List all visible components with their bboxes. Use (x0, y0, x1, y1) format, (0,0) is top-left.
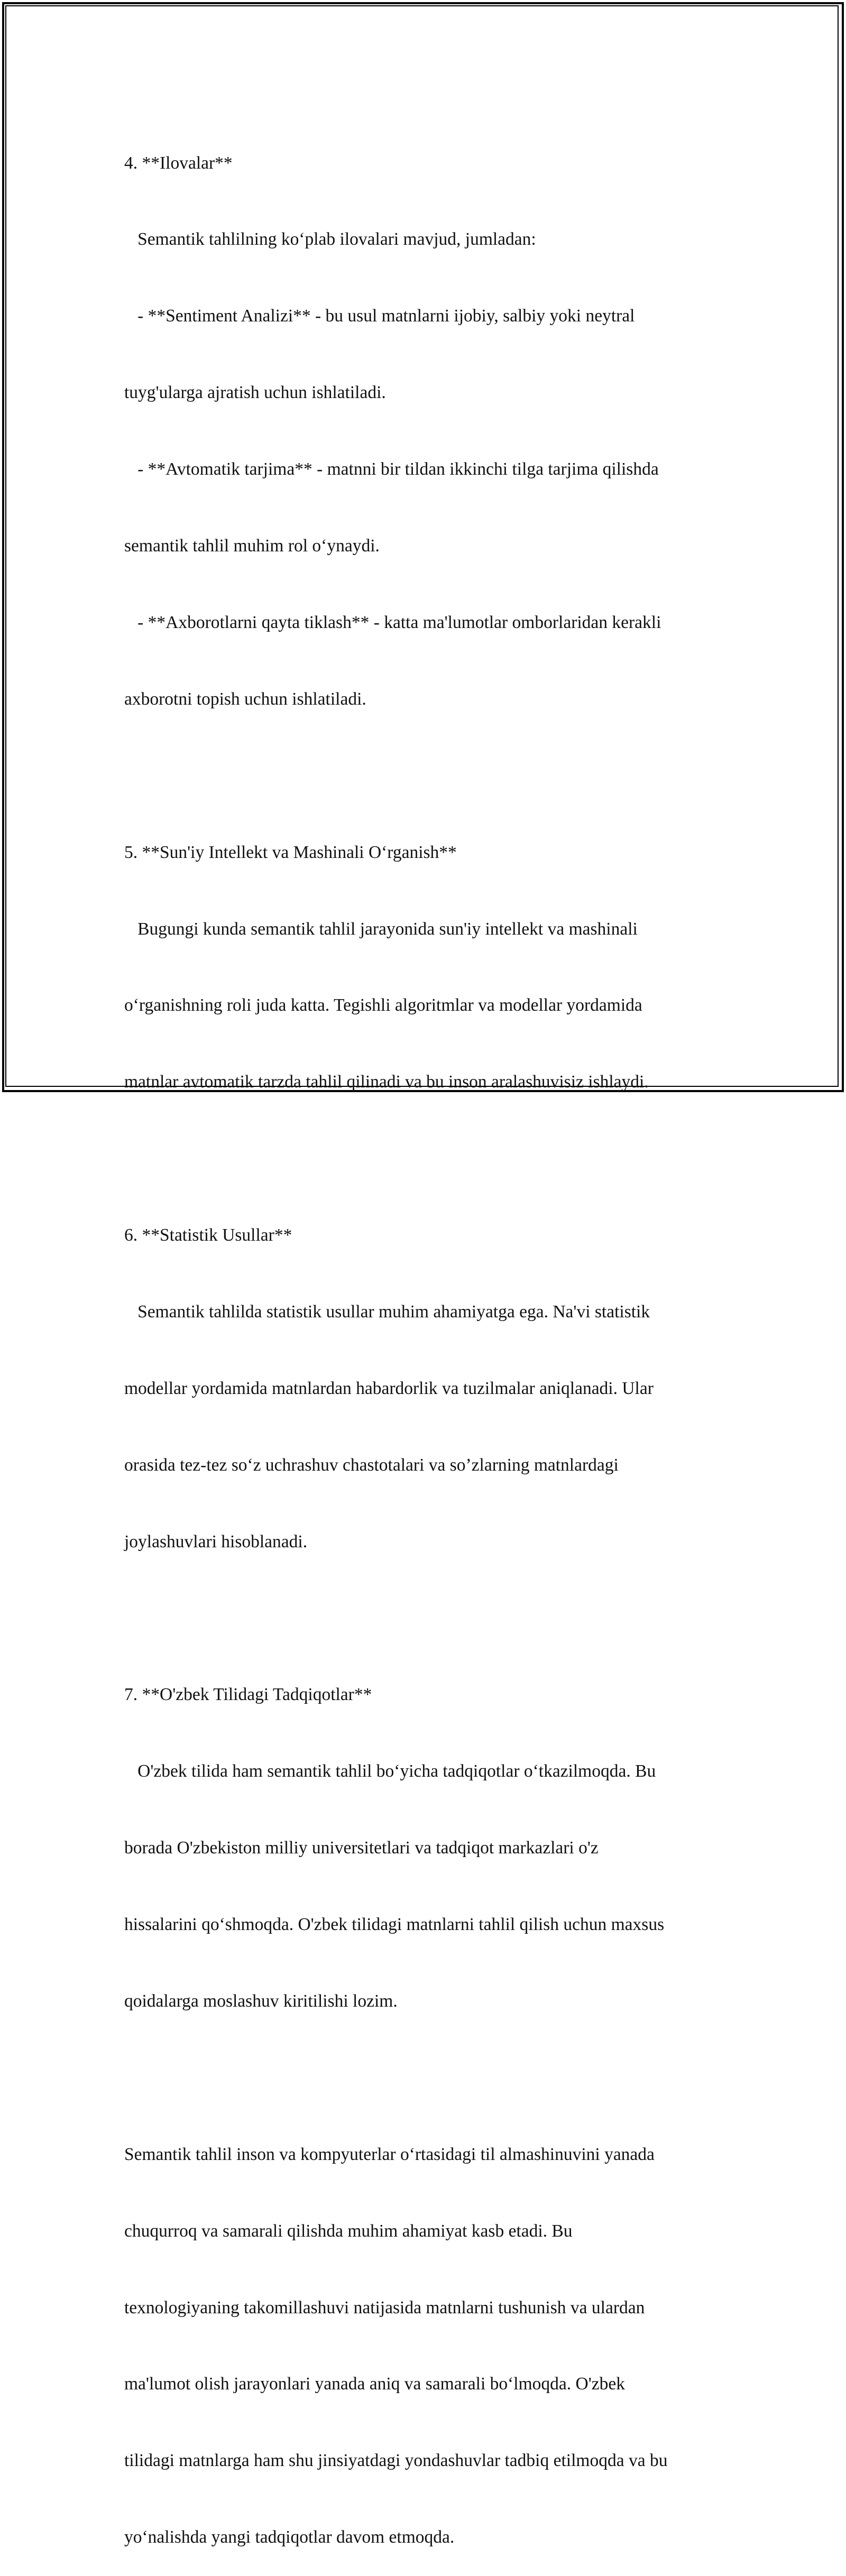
paragraph-spacer (124, 2065, 740, 2091)
section-4-item-3-cont: axborotni topish uchun ishlatiladi. (124, 689, 366, 709)
section-7-heading: 7. **O'zbek Tilidagi Tadqiqotlar** (124, 1685, 372, 1705)
section-4-heading: 4. **Ilovalar** (124, 153, 233, 173)
section-7-text: borada O'zbekiston milliy universitetlari va tadqiqot markazlari o'z (124, 1838, 599, 1858)
conclusion-text: texnologiyaning takomillashuvi natijasida matnlarni tushunish va ulardan (124, 2297, 645, 2318)
section-5-text: matnlar avtomatik tarzda tahlil qilinadi va bu inson aralashuvisiz ishlaydi. (124, 1072, 649, 1092)
section-5-text: Bugungi kunda semantik tahlil jarayonida sun'iy intellekt va mashinali (124, 919, 638, 939)
section-6-text: orasida tez-tez so‘z uchrashuv chastotalari va so’zlarning matnlardagi (124, 1455, 619, 1475)
conclusion-text: Semantik tahlil inson va kompyuterlar o‘rtasidagi til almashinuvini yanada (124, 2144, 655, 2164)
section-7-text: hissalarini qo‘shmoqda. O'zbek tilidagi matnlarni tahlil qilish uchun maxsus (124, 1915, 665, 1935)
section-6-heading: 6. **Statistik Usullar** (124, 1225, 292, 1245)
section-4-intro: Semantik tahlilning ko‘plab ilovalari mavjud, jumladan: (124, 229, 536, 250)
section-6-text: Semantik tahlilda statistik usullar muhim ahamiyatga ega. Na'vi statistik (124, 1301, 650, 1322)
section-4-item-1-cont: tuyg'ularga ajratish uchun ishlatiladi. (124, 383, 386, 403)
section-5-heading: 5. **Sun'iy Intellekt va Mashinali O‘rganish** (124, 842, 457, 862)
conclusion-text: tilidagi matnlarga ham shu jinsiyatdagi yondashuvlar tadbiq etilmoqda va bu (124, 2451, 668, 2471)
section-6-text: modellar yordamida matnlardan habardorlik va tuzilmalar aniqlanadi. Ular (124, 1378, 654, 1398)
paragraph-spacer (124, 1146, 740, 1171)
section-4-item-1: - **Sentiment Analizi** - bu usul matnlarni ijobiy, salbiy yoki neytral (124, 306, 635, 326)
document-body (124, 99, 740, 2576)
section-7-text: qoidalarga moslashuv kiritilishi lozim. (124, 1991, 398, 2011)
section-4-item-2-cont: semantik tahlil muhim rol o‘ynaydi. (124, 536, 380, 556)
conclusion-text: ma'lumot olish jarayonlari yanada aniq va samarali bo‘lmoqda. O'zbek (124, 2374, 625, 2394)
conclusion-text: chuqurroq va samarali qilishda muhim ahamiyat kasb etadi. Bu (124, 2221, 573, 2241)
section-4-item-2: - **Avtomatik tarjima** - matnni bir tildan ikkinchi tilga tarjima qilishda (124, 459, 659, 479)
paragraph-spacer (124, 763, 740, 789)
section-5-text: o‘rganishning roli juda katta. Tegishli algoritmlar va modellar yordamida (124, 995, 642, 1015)
section-7-text: O'zbek tilida ham semantik tahlil bo‘yicha tadqiqotlar o‘tkazilmoqda. Bu (124, 1761, 656, 1781)
section-4-item-3: - **Axborotlarni qayta tiklash** - katta ma'lumotlar omborlaridan kerakli (124, 612, 661, 632)
section-6-text: joylashuvlari hisoblanadi. (124, 1531, 308, 1552)
paragraph-spacer (124, 1606, 740, 1631)
conclusion-text: yo‘nalishda yangi tadqiqotlar davom etmoqda. (124, 2527, 455, 2547)
